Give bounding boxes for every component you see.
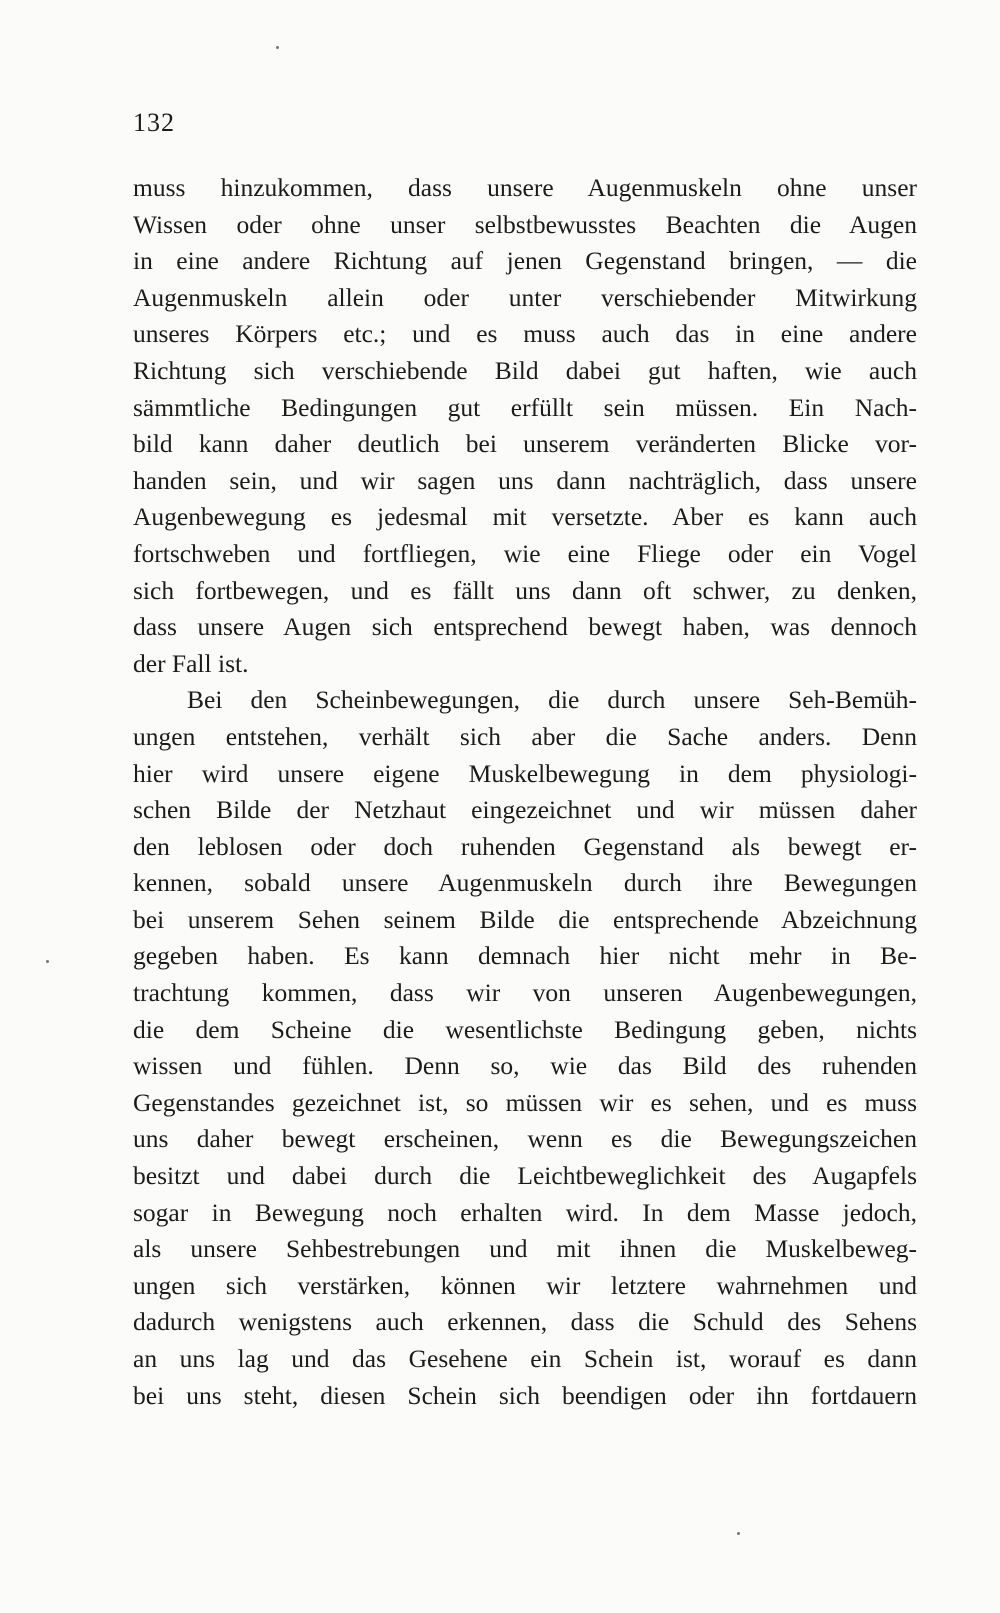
text-line: handen sein, und wir sagen uns dann nachträglich, dass unsere [133, 465, 917, 495]
text-line: muss hinzukommen, dass unsere Augenmuskeln ohne unser [133, 173, 917, 202]
text-line: Richtung sich verschiebende Bild dabei gut haften, wie auch [133, 355, 917, 385]
text-line: ungen entstehen, verhält sich aber die Sache anders. Denn [133, 721, 917, 751]
scan-speck [276, 46, 279, 49]
text-line: an uns lag und das Gesehene ein Schein ist, worauf es dann [133, 1344, 917, 1373]
body-text [133, 170, 917, 1414]
text-line: Gegenstandes gezeichnet ist, so müssen wir es sehen, und es muss [133, 1087, 917, 1117]
text-line: bild kann daher deutlich bei unserem veränderten Blicke vor- [133, 429, 917, 459]
text-line: trachtung kommen, dass wir von unseren Augenbewegungen, [133, 978, 917, 1008]
text-line: der Fall ist. [133, 648, 249, 678]
text-line: uns daher bewegt erscheinen, wenn es die Bewegungszeichen [133, 1124, 917, 1154]
text-line: schen Bilde der Netzhaut eingezeichnet und wir müssen daher [133, 795, 917, 825]
text-line: dadurch wenigstens auch erkennen, dass die Schuld des Sehens [133, 1307, 917, 1337]
text-line: den leblosen oder doch ruhenden Gegenstand als bewegt er- [133, 831, 917, 861]
text-line: Wissen oder ohne unser selbstbewusstes Beachten die Augen [133, 209, 917, 239]
text-line: bei uns steht, diesen Schein sich beendigen oder ihn fortdauern [133, 1380, 917, 1410]
text-line: hier wird unsere eigene Muskelbewegung in dem physiologi- [133, 758, 917, 788]
text-line: unseres Körpers etc.; und es muss auch das in eine andere [133, 319, 917, 349]
page-number: 132 [133, 108, 175, 137]
scan-speck [46, 960, 49, 963]
text-line: die dem Scheine die wesentlichste Bedingung geben, nichts [133, 1014, 917, 1044]
text-line: fortschweben und fortfliegen, wie eine Fliege oder ein Vogel [133, 538, 917, 568]
text-line: sich fortbewegen, und es fällt uns dann oft schwer, zu denken, [133, 575, 917, 605]
text-line: bei unserem Sehen seinem Bilde die entsprechende Abzeichnung [133, 904, 917, 934]
text-line: ungen sich verstärken, können wir letztere wahrnehmen und [133, 1270, 917, 1300]
text-line: gegeben haben. Es kann demnach hier nicht mehr in Be- [133, 941, 917, 971]
text-line: sogar in Bewegung noch erhalten wird. In dem Masse jedoch, [133, 1197, 917, 1227]
text-line: Bei den Scheinbewegungen, die durch unsere Seh-Bemüh- [187, 685, 917, 715]
text-line: Augenbewegung es jedesmal mit versetzte. Aber es kann auch [133, 502, 917, 532]
text-line: wissen und fühlen. Denn so, wie das Bild des ruhenden [133, 1051, 917, 1081]
text-line: als unsere Sehbestrebungen und mit ihnen die Muskelbeweg- [133, 1234, 917, 1264]
text-line: besitzt und dabei durch die Leichtbeweglichkeit des Augapfels [133, 1161, 917, 1191]
text-line: in eine andere Richtung auf jenen Gegenstand bringen, — die [133, 246, 917, 276]
text-line: kennen, sobald unsere Augenmuskeln durch ihre Bewegungen [133, 868, 917, 898]
text-line: sämmtliche Bedingungen gut erfüllt sein müssen. Ein Nach- [133, 392, 917, 422]
text-line: Augenmuskeln allein oder unter verschiebender Mitwirkung [133, 282, 917, 312]
text-line: dass unsere Augen sich entsprechend bewegt haben, was dennoch [133, 612, 917, 642]
scan-speck [737, 1532, 740, 1535]
